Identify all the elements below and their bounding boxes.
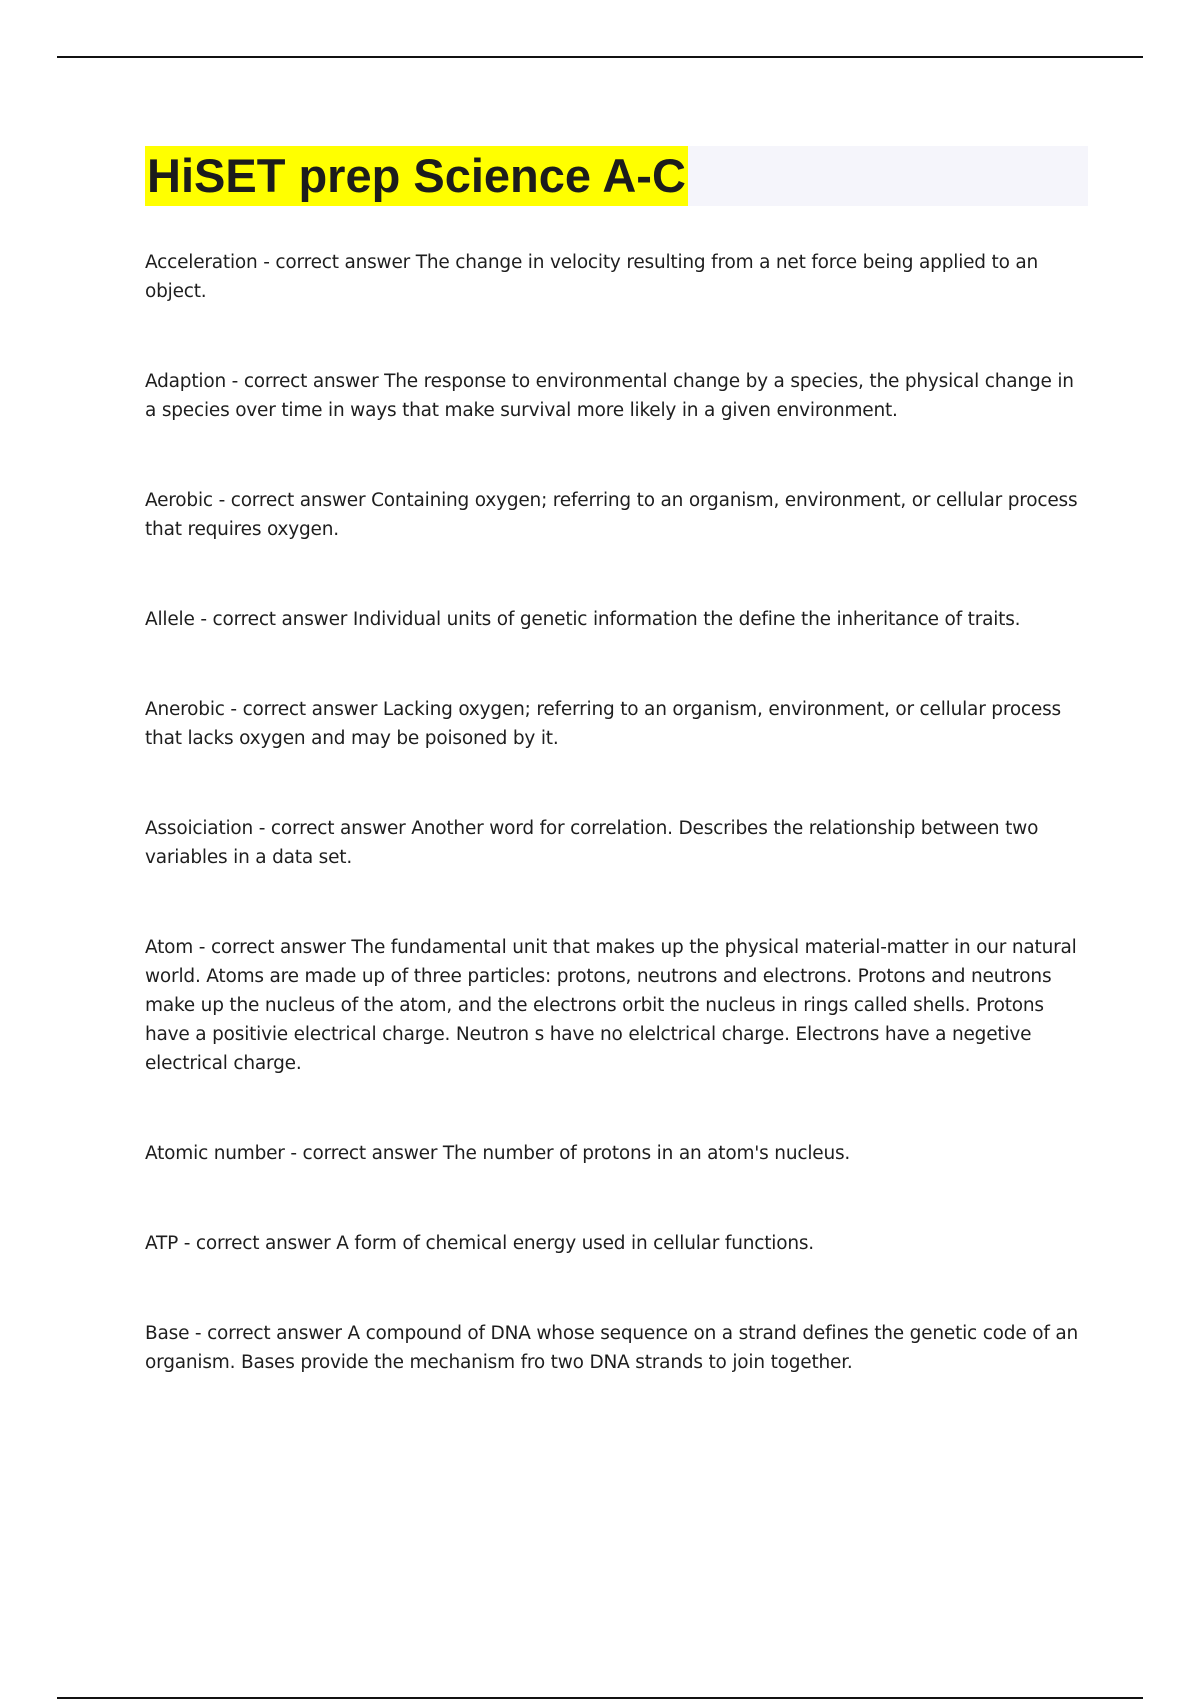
page-title: HiSET prep Science A-C xyxy=(145,146,688,206)
glossary-entry-adaption: Adaption - correct answer The response to environmental change by a species, the physical change in a species over time in ways that make survival more likely in a given environment. xyxy=(145,371,1074,421)
header-rule xyxy=(57,56,1143,58)
glossary-entry-base: Base - correct answer A compound of DNA whose sequence on a strand defines the genetic code of an organism. Bases provide the mechanism fro two DNA strands to join together. xyxy=(145,1323,1078,1373)
glossary-entry-aerobic: Aerobic - correct answer Containing oxygen; referring to an organism, environment, or cellular process that requires oxygen. xyxy=(145,490,1078,540)
glossary-entry-allele: Allele - correct answer Individual units of genetic information the define the inheritance of traits. xyxy=(145,609,1021,630)
glossary-entry-assoiciation: Assoiciation - correct answer Another word for correlation. Describes the relationship between two variables in a data set. xyxy=(145,818,1039,868)
footer-rule xyxy=(57,1697,1143,1699)
glossary-entry-atomic-number: Atomic number - correct answer The number of protons in an atom's nucleus. xyxy=(145,1143,851,1164)
glossary-entry-acceleration: Acceleration - correct answer The change in velocity resulting from a net force being applied to an object. xyxy=(145,252,1039,302)
glossary-list xyxy=(145,248,1085,1438)
glossary-entry-atp: ATP - correct answer A form of chemical energy used in cellular functions. xyxy=(145,1233,814,1254)
glossary-entry-atom: Atom - correct answer The fundamental unit that makes up the physical material-matter in our natural world. Atoms are made up of three particles: protons, neutrons and electrons. Protons and neutrons make up the nucleus of the atom, and the electrons orbit the nucleus in rings called shells. Protons have a positivie electrical charge. Neutron s have no elelctrical charge. Electrons have a negetive electrical charge. xyxy=(145,937,1077,1074)
glossary-entry-anerobic: Anerobic - correct answer Lacking oxygen; referring to an organism, environment, or cellular process that lacks oxygen and may be poisoned by it. xyxy=(145,699,1061,749)
